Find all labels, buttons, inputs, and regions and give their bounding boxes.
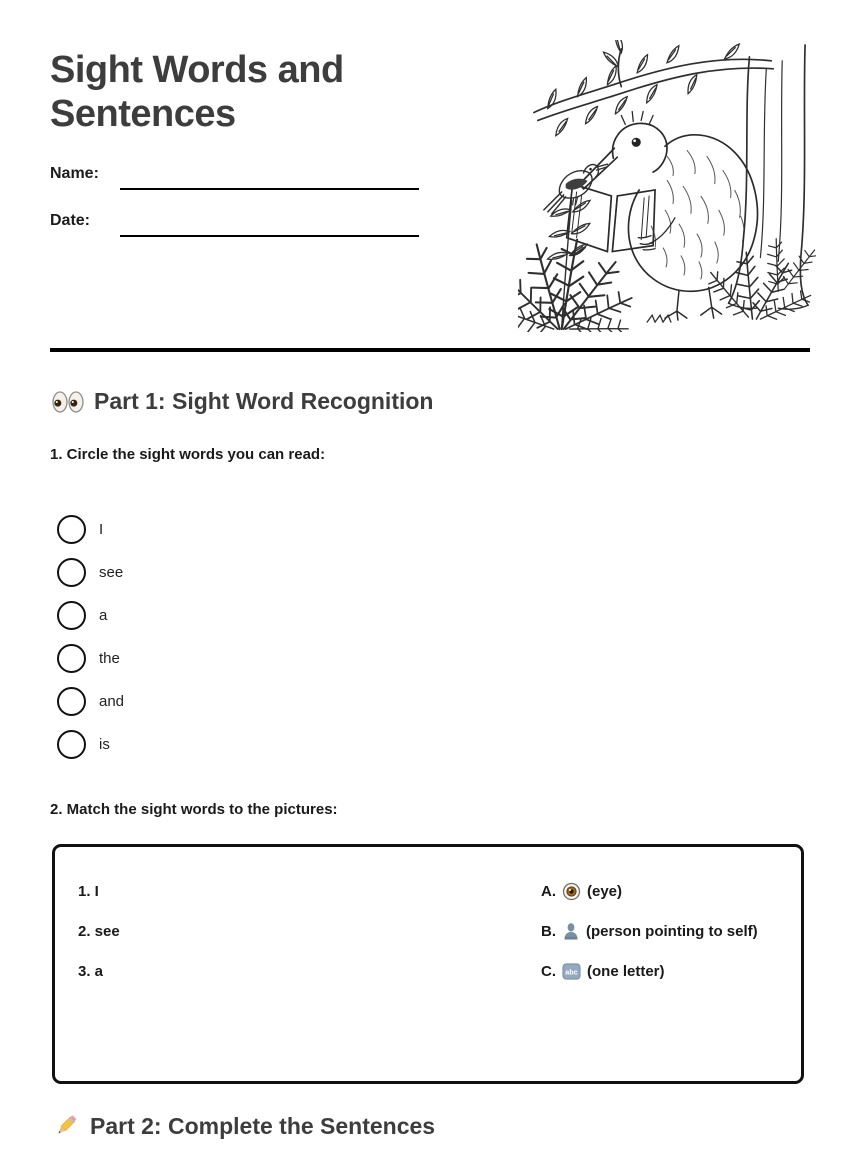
option-circle[interactable] [57,644,86,673]
match-word-2[interactable]: 2. see [78,922,120,940]
name-input-line[interactable] [120,188,419,190]
part2-heading [52,1112,435,1140]
option-word: see [99,564,124,581]
kiwi-bird [567,112,758,323]
q2-prompt: 2. Match the sight words to the pictures: [50,801,338,818]
match-picture-b[interactable]: B. (person pointing to self) [541,922,758,940]
match-picture-a[interactable]: A. (eye) [541,882,623,900]
name-label: Name: [50,165,99,182]
option-row-the[interactable] [57,637,124,680]
eye-emoji-icon [562,882,581,901]
option-circle[interactable] [57,515,86,544]
person-emoji-icon [562,922,580,941]
date-label: Date: [50,212,91,229]
option-word: I [99,521,104,538]
page-title: Sight Words and Sentences [50,49,344,135]
option-circle[interactable] [57,687,86,716]
option-row-see[interactable] [57,551,124,594]
option-row-and[interactable] [57,680,124,723]
eyes-emoji-icon [52,390,84,414]
option-row-a[interactable] [57,594,124,637]
option-word: the [99,650,120,667]
part1-heading [52,388,433,415]
fern-left [518,240,635,332]
branch-leaves [542,40,743,136]
q1-prompt: 1. Circle the sight words you can read: [50,446,326,463]
part1-heading-text: Part 1: Sight Word Recognition [94,388,434,414]
kiwi-illustration [518,40,816,332]
match-word-3[interactable]: 3. a [78,962,104,980]
option-word: a [99,607,108,624]
part2-heading-text: Part 2: Complete the Sentences [90,1112,436,1139]
option-circle[interactable] [57,601,86,630]
date-input-line[interactable] [120,235,419,237]
pencil-emoji-icon [52,1112,80,1140]
fern-right [699,238,816,331]
option-word: is [99,736,110,753]
matching-box [52,844,804,1084]
match-picture-c[interactable]: C. abc (one letter) [541,962,665,980]
option-circle[interactable] [57,558,86,587]
match-pictures-column [541,883,758,1003]
match-word-1[interactable]: 1. I [78,882,99,900]
svg-text:abc: abc [565,966,578,976]
option-row-is[interactable] [57,723,124,766]
kiwi-feather-texture [651,150,744,279]
match-words-column [78,883,120,1003]
abc-emoji-icon [562,962,581,981]
option-word: and [99,693,125,710]
option-circle[interactable] [57,730,86,759]
option-row-i[interactable] [57,508,124,551]
tree-trunk [534,45,808,309]
q1-options [57,508,124,766]
section-divider [50,348,810,352]
